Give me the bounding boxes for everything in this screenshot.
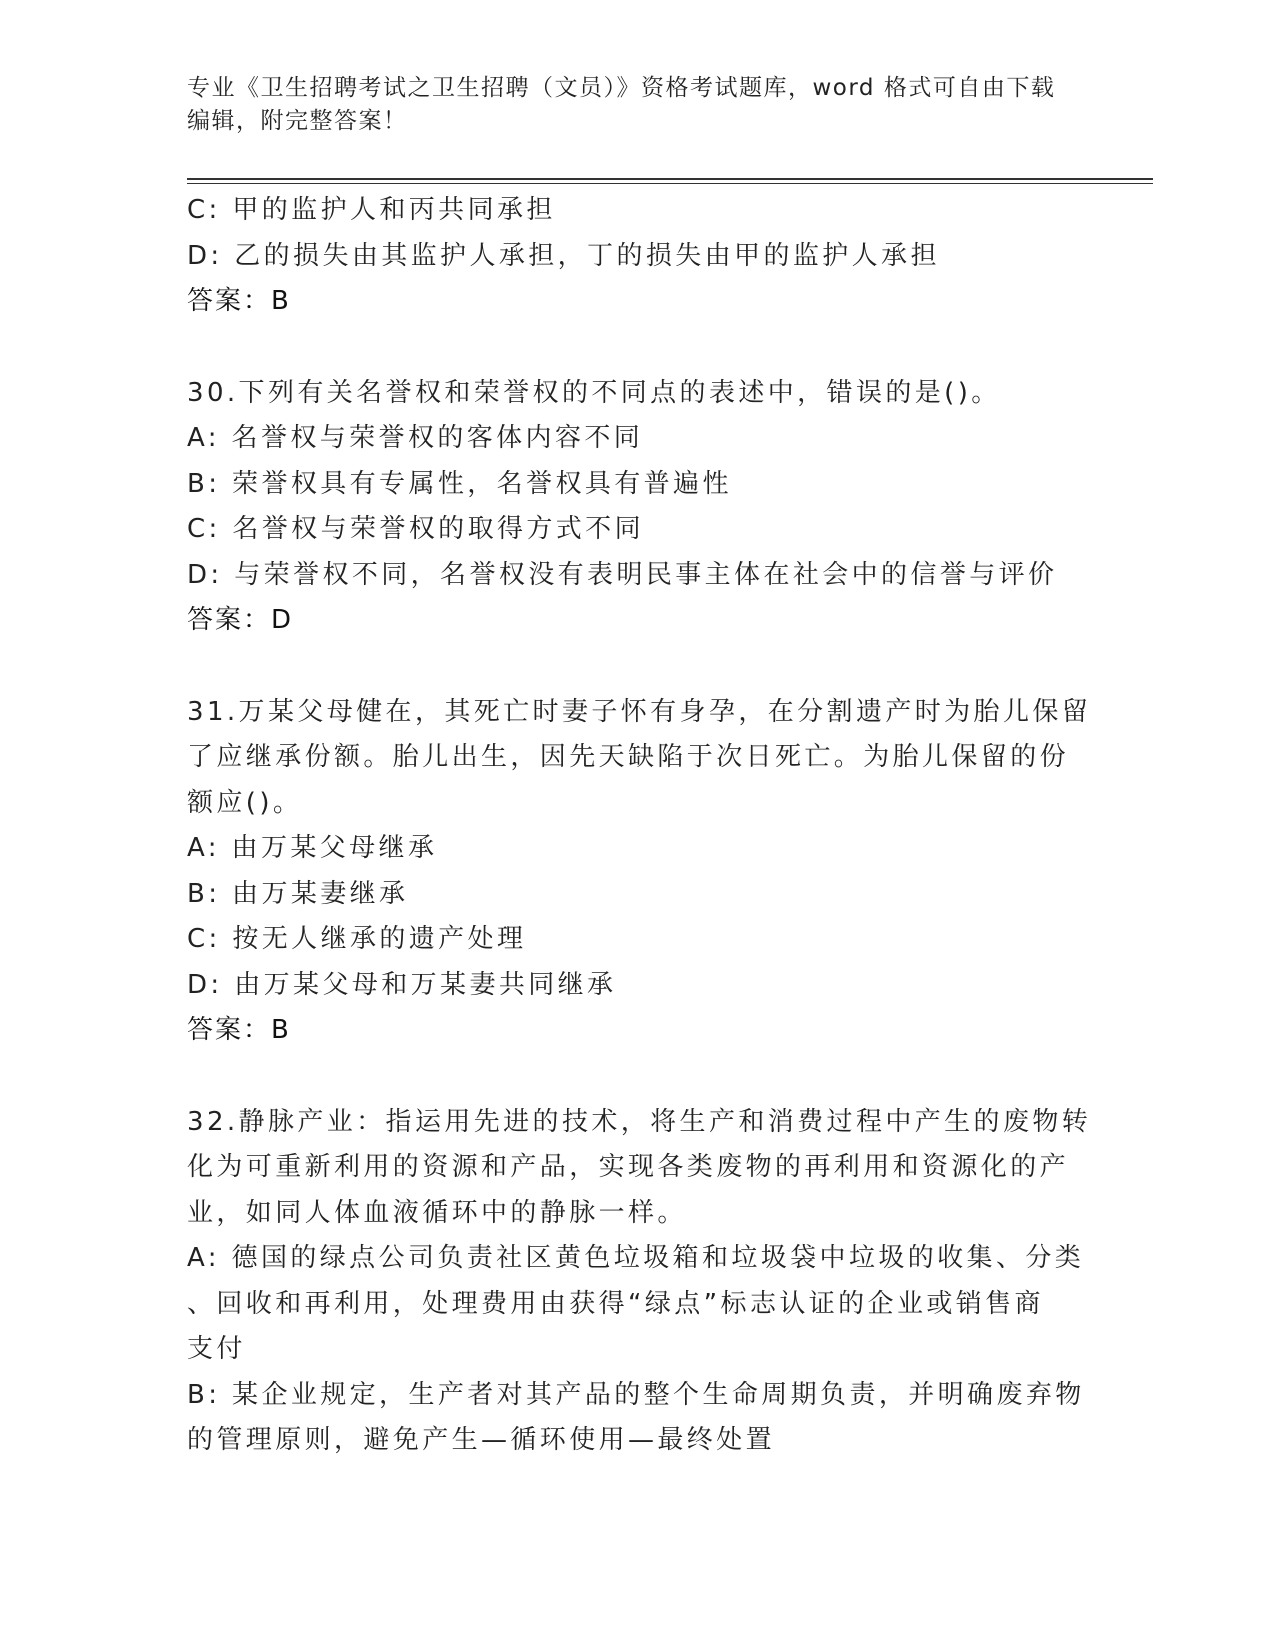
option-d: D: 乙的损失由其监护人承担，丁的损失由甲的监护人承担	[187, 240, 940, 271]
question-29-continued	[187, 188, 1067, 325]
option-a: A: 由万某父母继承	[187, 833, 438, 863]
option-a-line-2: 、回收和再利用，处理费用由获得“绿点”标志认证的企业或销售商	[187, 1288, 1044, 1319]
answer-line: 答案：B	[187, 286, 291, 316]
header-divider-bottom	[187, 183, 1153, 184]
question-stem-line-3: 额应()。	[187, 787, 303, 818]
header-line-1: 专业《卫生招聘考试之卫生招聘（文员）》资格考试题库，word 格式可自由下载	[187, 75, 1056, 101]
option-a-line-3: 支付	[187, 1334, 246, 1364]
question-list	[187, 188, 1092, 1464]
question-stem-line-2: 化为可重新利用的资源和产品，实现各类废物的再利用和资源化的产	[187, 1152, 1070, 1182]
question-stem-line-1: 31.万某父母健在，其死亡时妻子怀有身孕，在分割遗产时为胎儿保留	[187, 696, 1092, 727]
question-stem-line-2: 了应继承份额。胎儿出生，因先天缺陷于次日死亡。为胎儿保留的份	[187, 742, 1070, 772]
document-header	[187, 72, 1067, 138]
spacer	[187, 644, 1067, 690]
option-c: C: 名誉权与荣誉权的取得方式不同	[187, 514, 644, 544]
header-divider-top	[187, 178, 1153, 180]
question-stem-line-1: 32.静脉产业：指运用先进的技术，将生产和消费过程中产生的废物转	[187, 1106, 1092, 1137]
question-30	[187, 371, 1067, 644]
header-line-2: 编辑，附完整答案！	[187, 108, 408, 134]
question-stem: 30.下列有关名誉权和荣誉权的不同点的表述中，错误的是()。	[187, 377, 1001, 408]
option-b: B: 由万某妻继承	[187, 878, 409, 909]
question-stem-line-3: 业，如同人体血液循环中的静脉一样。	[187, 1197, 687, 1228]
question-32	[187, 1100, 1092, 1464]
question-31	[187, 690, 1092, 1054]
spacer	[187, 1054, 1067, 1100]
option-d: D: 与荣誉权不同，名誉权没有表明民事主体在社会中的信誉与评价	[187, 559, 1058, 590]
option-a-line-1: A: 德国的绿点公司负责社区黄色垃圾箱和垃圾袋中垃圾的收集、分类	[187, 1243, 1085, 1273]
option-b: B: 荣誉权具有专属性，名誉权具有普遍性	[187, 468, 732, 499]
option-d: D: 由万某父母和万某妻共同继承	[187, 969, 617, 1000]
answer-line: 答案：D	[187, 605, 294, 635]
option-a: A: 名誉权与荣誉权的客体内容不同	[187, 423, 644, 453]
option-c: C: 按无人继承的遗产处理	[187, 924, 527, 954]
option-b-line-2: 的管理原则，避免产生—循环使用—最终处置	[187, 1425, 776, 1455]
option-b-line-1: B: 某企业规定，生产者对其产品的整个生命周期负责，并明确废弃物	[187, 1379, 1085, 1410]
answer-line: 答案：B	[187, 1015, 291, 1045]
spacer	[187, 325, 1067, 371]
option-c: C: 甲的监护人和丙共同承担	[187, 195, 556, 225]
